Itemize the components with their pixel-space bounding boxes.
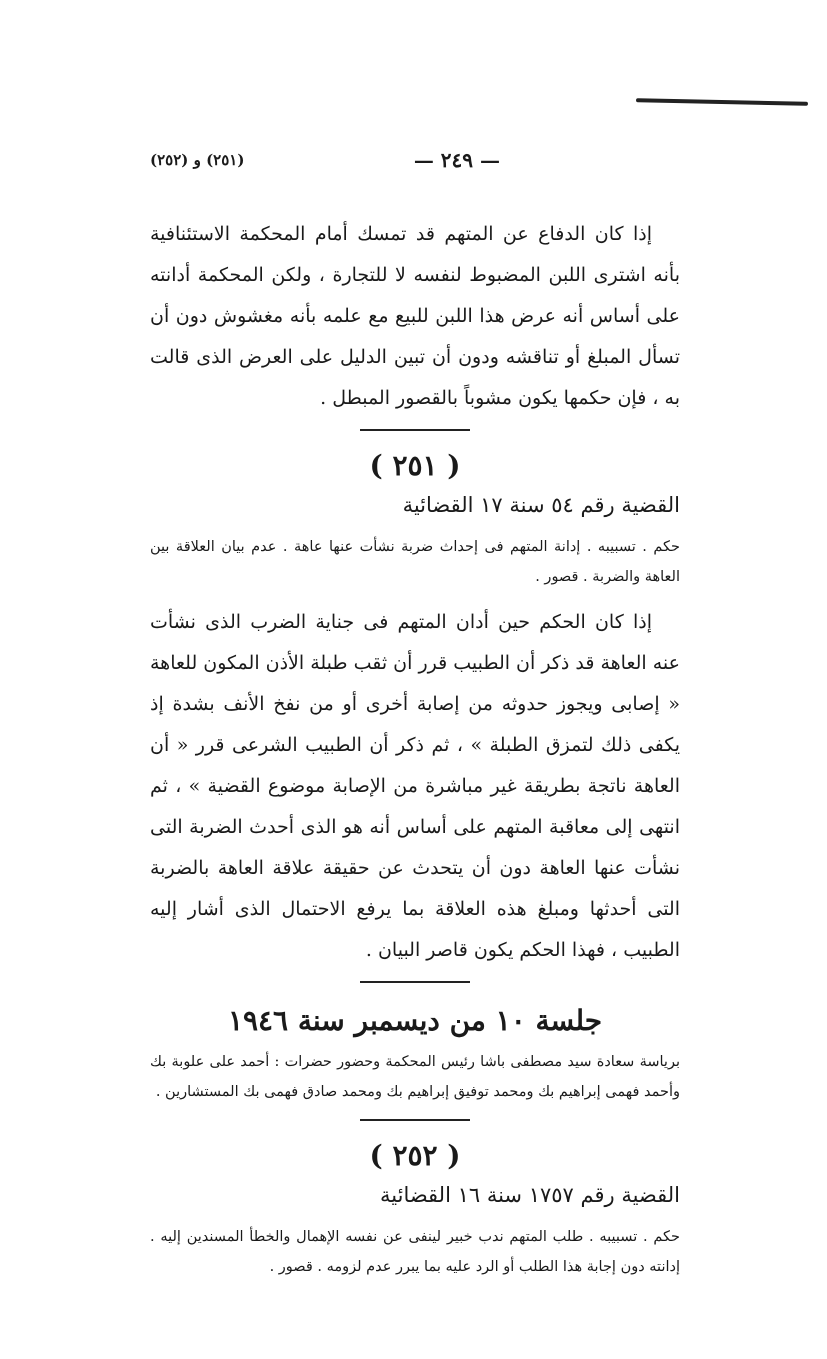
session-title: جلسة ١٠ من ديسمبر سنة ١٩٤٦ [227, 1004, 603, 1037]
case-251-reference: القضية رقم ٥٤ سنة ١٧ القضائية [402, 493, 680, 517]
session-presiding: برياسة سعادة سيد مصطفى باشا رئيس المحكمة وحضور حضرات : أحمد على علوبة بك وأحمد فهمى إبراهيم بك ومحمد توفيق إبراهيم بك ومحمد صادق فهمى بك المستشارين . [150, 1054, 680, 1100]
case-251-summary: حكم . تسبيبه . إدانة المتهم فى إحداث ضربة نشأت عنها عاهة . عدم بيان العلاقة بين العاهة والضربة . قصور . [150, 539, 680, 585]
intro-paragraph: إذا كان الدفاع عن المتهم قد تمسك أمام المحكمة الاستئنافية بأنه اشترى اللبن المضبوط لنفسه لا للتجارة ، ولكن المحكمة أدانته على أساس أنه عرض هذا اللبن للبيع مع علمه بأنه مغشوش دون أن تسأل المبلغ أو تناقشه ودون أن تبين الدليل على العرض الذى قالت به ، فإن حكمها يكون مشوباً بالقصور المبطل . [150, 223, 680, 409]
page-number: — ٢٤٩ — [413, 148, 500, 172]
separator [360, 981, 470, 983]
page-header [150, 140, 680, 180]
case-251-body: إذا كان الحكم حين أدان المتهم فى جناية الضرب الذى نشأت عنه العاهة قد ذكر أن الطبيب قرر أن ثقب طبلة الأذن المكون للعاهة « إصابى ويجوز حدوثه من إصابة أخرى أو من نفخ الأنف بشدة إذ يكفى ذلك لتمزق الطبلة » ، ثم ذكر أن الطبيب الشرعى قرر « أن العاهة ناتجة بطريقة غير مباشرة من الإصابة موضوع القضية » ، ثم انتهى إلى معاقبة المتهم على أساس أنه هو الذى أحدث الضربة التى نشأت عنها العاهة دون أن يتحدث عن حقيقة علاقة العاهة بالضربة التى أحدثها ومبلغ هذه العلاقة بما يرفع الاحتمال الذى أشار إليه الطبيب ، فهذا الحكم يكون قاصر البيان . [150, 611, 680, 961]
separator [360, 429, 470, 431]
case-252-number: ( ٢٥٢ ) [369, 1139, 461, 1172]
scan-edge-line [636, 98, 808, 106]
document-page [150, 140, 680, 1292]
case-252-reference: القضية رقم ١٧٥٧ سنة ١٦ القضائية [380, 1183, 680, 1207]
case-252-summary: حكم . تسبيبه . طلب المتهم ندب خبير لينفى عن نفسه الإهمال والخطأ المسندين إليه . إدانته دون إجابة هذا الطلب أو الرد عليه بما يبرر عدم لزومه . قصور . [150, 1229, 680, 1275]
case-range: (٢٥١) و (٢٥٢) [150, 151, 245, 169]
case-251-number: ( ٢٥١ ) [369, 449, 461, 482]
separator [360, 1119, 470, 1121]
